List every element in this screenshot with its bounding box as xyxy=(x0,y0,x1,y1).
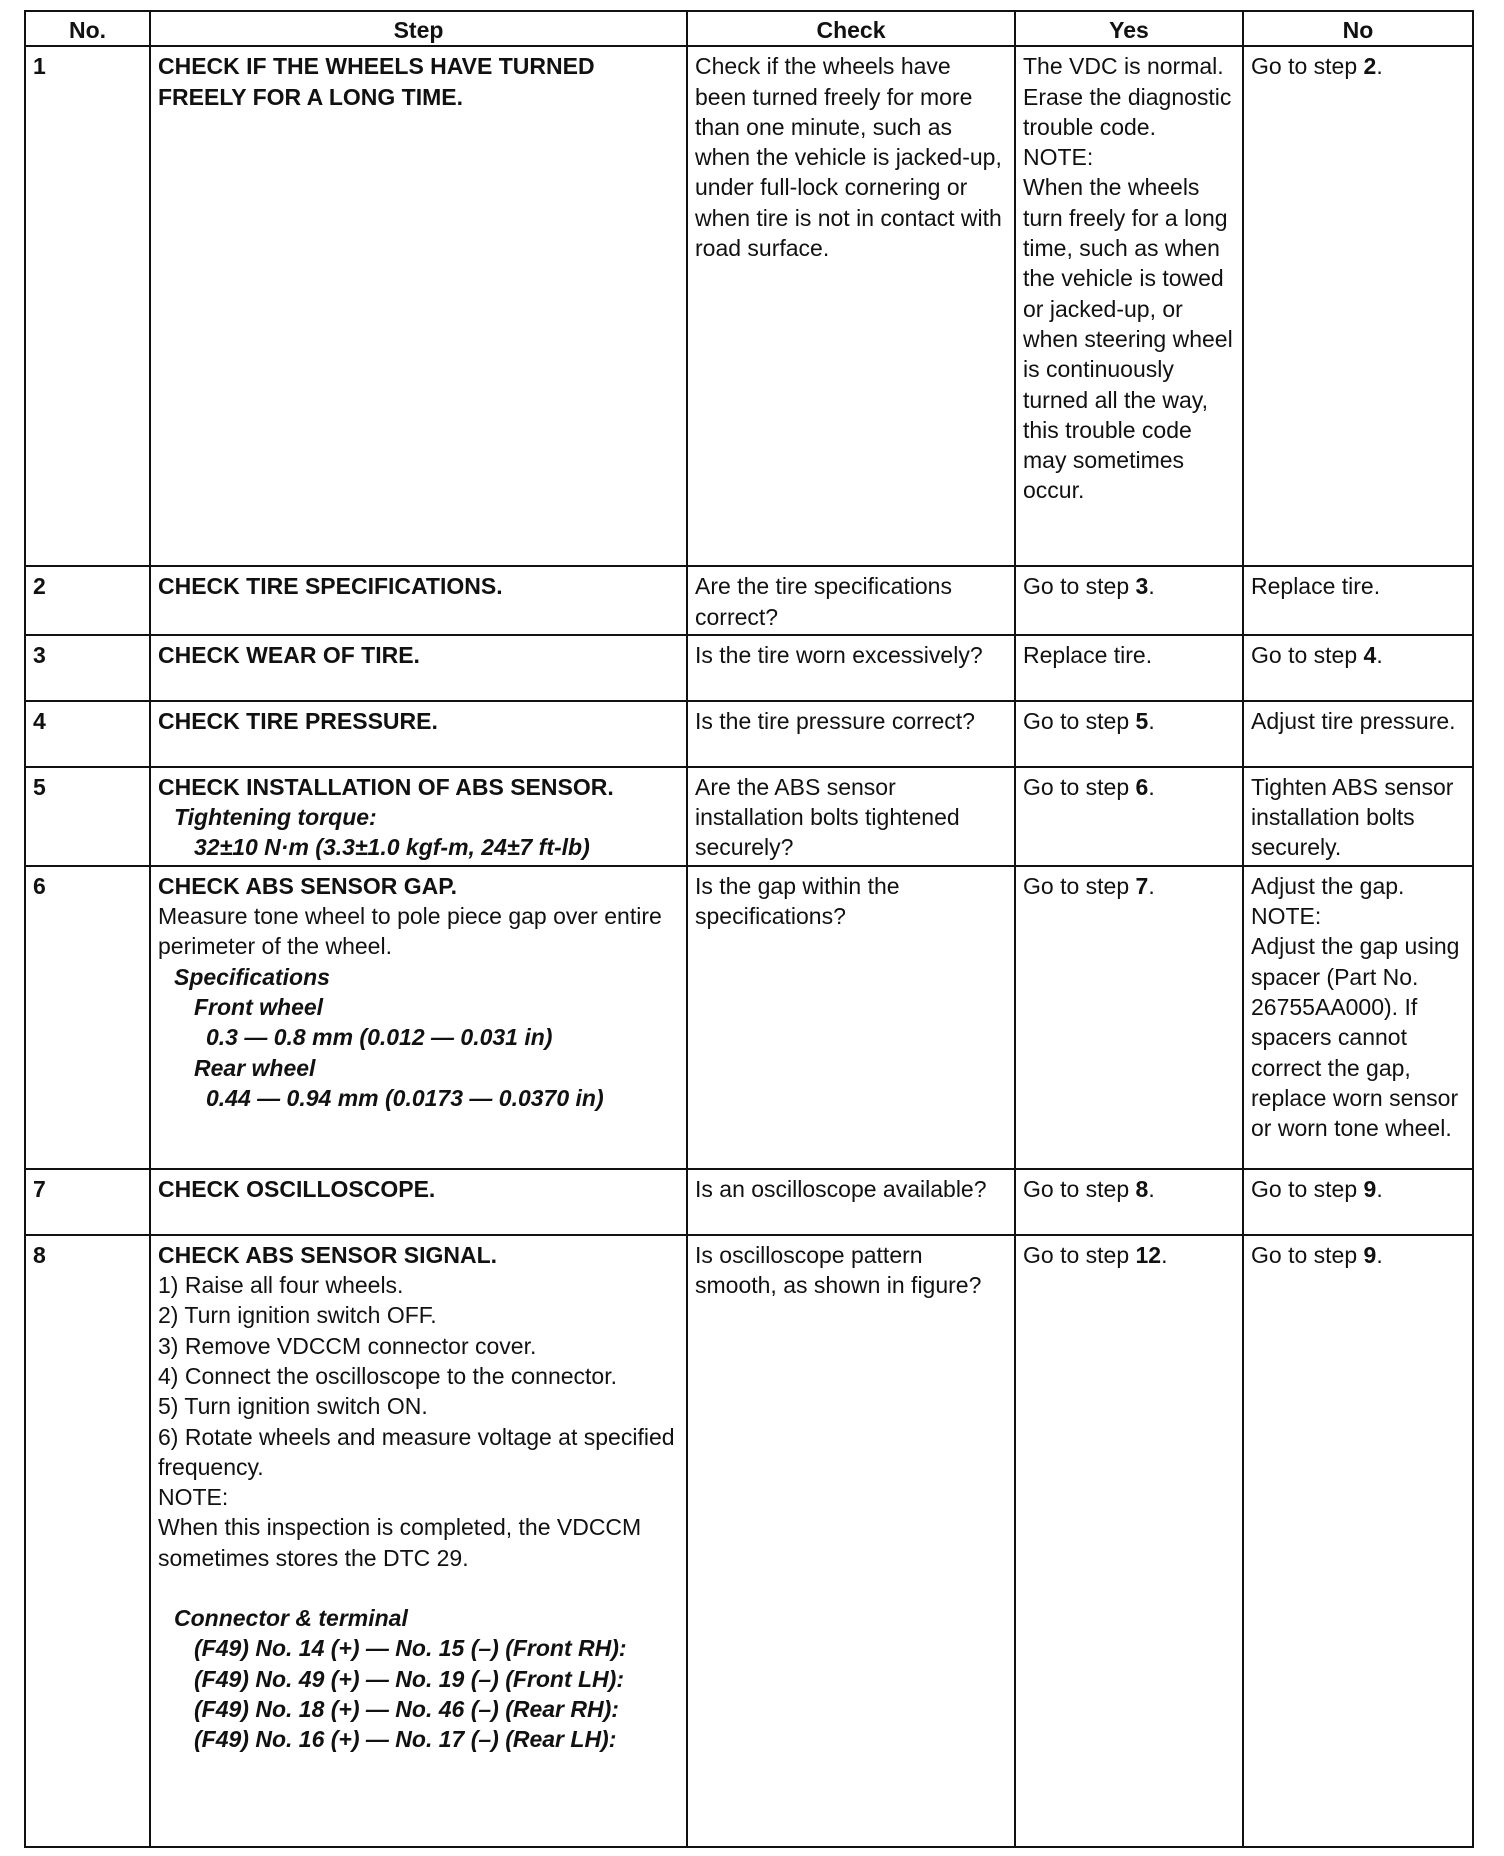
step-title: CHECK WEAR OF TIRE. xyxy=(158,641,420,668)
front-wheel-label: Front wheel xyxy=(194,993,324,1020)
table-row xyxy=(25,635,1473,701)
connector-terminal: (F49) No. 14 (+) — No. 15 (–) (Front RH): xyxy=(194,1635,627,1662)
row-number: 5 xyxy=(25,767,150,866)
no-step-ref: 9 xyxy=(1363,1175,1377,1202)
step-title: CHECK OSCILLOSCOPE. xyxy=(158,1175,436,1202)
yes-suffix: . xyxy=(1148,1175,1155,1202)
step-title: CHECK ABS SENSOR SIGNAL. xyxy=(158,1241,498,1268)
yes-text: Go to step xyxy=(1023,773,1136,800)
check-cell: Is oscilloscope pattern smooth, as shown in figure? xyxy=(687,1235,1015,1847)
yes-cell xyxy=(1015,46,1243,566)
row-number: 3 xyxy=(25,635,150,701)
row-number: 4 xyxy=(25,701,150,767)
no-text: Go to step xyxy=(1251,1175,1364,1202)
yes-line: The VDC is normal. Erase the diagnostic trouble code. xyxy=(1023,53,1232,140)
yes-text: Go to step xyxy=(1023,872,1136,899)
connector-label: Connector & terminal xyxy=(174,1605,408,1632)
step-cell xyxy=(150,866,687,1169)
no-suffix: . xyxy=(1376,641,1383,668)
no-suffix: . xyxy=(1376,1241,1383,1268)
procedure-step: 5) Turn ignition switch ON. xyxy=(158,1393,428,1420)
no-suffix: . xyxy=(1376,53,1383,80)
yes-text: Go to step xyxy=(1023,573,1136,600)
yes-suffix: . xyxy=(1161,1241,1168,1268)
yes-cell xyxy=(1015,701,1243,767)
yes-cell xyxy=(1015,767,1243,866)
spacer xyxy=(158,1573,679,1603)
step-cell xyxy=(150,701,687,767)
note-label: NOTE: xyxy=(158,1484,229,1511)
procedure-step: 2) Turn ignition switch OFF. xyxy=(158,1302,437,1329)
yes-text: Go to step xyxy=(1023,1175,1136,1202)
step-cell xyxy=(150,767,687,866)
no-line: Adjust the gap. xyxy=(1251,872,1405,899)
step-cell xyxy=(150,1235,687,1847)
step-cell xyxy=(150,46,687,566)
step-title: CHECK IF THE WHEELS HAVE TURNED FREELY FOR A LONG TIME. xyxy=(158,53,595,110)
no-step-ref: 2 xyxy=(1363,53,1377,80)
torque-label: Tightening torque: xyxy=(174,804,377,831)
check-cell: Is an oscilloscope available? xyxy=(687,1169,1015,1235)
step-title: CHECK TIRE SPECIFICATIONS. xyxy=(158,573,503,600)
row-number: 2 xyxy=(25,566,150,635)
yes-suffix: . xyxy=(1148,707,1155,734)
note-text: When this inspection is completed, the VDCCM sometimes stores the DTC 29. xyxy=(158,1514,642,1571)
step-description: Measure tone wheel to pole piece gap over entire perimeter of the wheel. xyxy=(158,903,662,960)
header-check: Check xyxy=(687,11,1015,46)
yes-text: Go to step xyxy=(1023,1241,1136,1268)
no-cell: Tighten ABS sensor installation bolts securely. xyxy=(1243,767,1473,866)
check-cell: Are the tire specifications correct? xyxy=(687,566,1015,635)
no-cell: Adjust tire pressure. xyxy=(1243,701,1473,767)
no-cell: Replace tire. xyxy=(1243,566,1473,635)
check-cell: Check if the wheels have been turned freely for more than one minute, such as when the vehicle is jacked-up, under full-lock cornering or when tire is not in contact with road surface. xyxy=(687,46,1015,566)
check-cell: Is the tire worn excessively? xyxy=(687,635,1015,701)
yes-step-ref: 5 xyxy=(1135,707,1149,734)
table-row xyxy=(25,1235,1473,1847)
table-row xyxy=(25,566,1473,635)
procedure-step: 3) Remove VDCCM connector cover. xyxy=(158,1332,537,1359)
yes-suffix: . xyxy=(1148,573,1155,600)
yes-step-ref: 8 xyxy=(1135,1175,1149,1202)
connector-terminal: (F49) No. 49 (+) — No. 19 (–) (Front LH): xyxy=(194,1665,624,1692)
no-suffix: . xyxy=(1376,1175,1383,1202)
header-step: Step xyxy=(150,11,687,46)
table-row xyxy=(25,767,1473,866)
no-cell xyxy=(1243,1169,1473,1235)
no-text: Go to step xyxy=(1251,53,1364,80)
yes-cell xyxy=(1015,1235,1243,1847)
front-wheel-value: 0.3 — 0.8 mm (0.012 — 0.031 in) xyxy=(206,1024,553,1051)
procedure-step: 1) Raise all four wheels. xyxy=(158,1272,404,1299)
connector-terminal: (F49) No. 16 (+) — No. 17 (–) (Rear LH): xyxy=(194,1726,617,1753)
yes-text: Go to step xyxy=(1023,707,1136,734)
yes-note-text: When the wheels turn freely for a long time, such as when the vehicle is towed or jacked-up, or when steering wheel is continuously turned all the way, this trouble code may sometimes occur. xyxy=(1023,174,1233,504)
step-title: CHECK INSTALLATION OF ABS SENSOR. xyxy=(158,773,614,800)
torque-value: 32±10 N·m (3.3±1.0 kgf-m, 24±7 ft-lb) xyxy=(194,834,590,861)
yes-note-label: NOTE: xyxy=(1023,144,1094,171)
table-row xyxy=(25,1169,1473,1235)
diagnosis-table xyxy=(24,10,1474,1848)
table-row xyxy=(25,46,1473,566)
step-title: CHECK ABS SENSOR GAP. xyxy=(158,872,458,899)
rear-wheel-label: Rear wheel xyxy=(194,1054,316,1081)
row-number: 1 xyxy=(25,46,150,566)
table-row xyxy=(25,866,1473,1169)
yes-cell: Replace tire. xyxy=(1015,635,1243,701)
yes-cell xyxy=(1015,1169,1243,1235)
yes-cell xyxy=(1015,566,1243,635)
yes-step-ref: 3 xyxy=(1135,573,1149,600)
no-cell xyxy=(1243,866,1473,1169)
no-text: Go to step xyxy=(1251,641,1364,668)
no-step-ref: 9 xyxy=(1363,1241,1377,1268)
row-number: 7 xyxy=(25,1169,150,1235)
no-step-ref: 4 xyxy=(1363,641,1377,668)
yes-step-ref: 7 xyxy=(1135,872,1149,899)
no-cell xyxy=(1243,46,1473,566)
yes-step-ref: 6 xyxy=(1135,773,1149,800)
yes-suffix: . xyxy=(1148,773,1155,800)
rear-wheel-value: 0.44 — 0.94 mm (0.0173 — 0.0370 in) xyxy=(206,1084,604,1111)
header-row xyxy=(25,11,1473,46)
check-cell: Is the gap within the specifications? xyxy=(687,866,1015,1169)
yes-cell xyxy=(1015,866,1243,1169)
yes-suffix: . xyxy=(1148,872,1155,899)
header-no: No. xyxy=(25,11,150,46)
row-number: 8 xyxy=(25,1235,150,1847)
procedure-step: 4) Connect the oscilloscope to the connector. xyxy=(158,1362,618,1389)
no-note-text: Adjust the gap using spacer (Part No. 26755AA000). If spacers cannot correct the gap, replace worn sensor or worn tone wheel. xyxy=(1251,933,1460,1142)
table-row xyxy=(25,701,1473,767)
yes-step-ref: 12 xyxy=(1135,1241,1162,1268)
step-title: CHECK TIRE PRESSURE. xyxy=(158,707,438,734)
header-yes: Yes xyxy=(1015,11,1243,46)
header-no-result: No xyxy=(1243,11,1473,46)
procedure-step: 6) Rotate wheels and measure voltage at specified frequency. xyxy=(158,1423,675,1480)
check-cell: Is the tire pressure correct? xyxy=(687,701,1015,767)
step-cell xyxy=(150,566,687,635)
step-cell xyxy=(150,635,687,701)
no-cell xyxy=(1243,1235,1473,1847)
no-note-label: NOTE: xyxy=(1251,903,1322,930)
connector-terminal: (F49) No. 18 (+) — No. 46 (–) (Rear RH): xyxy=(194,1695,619,1722)
no-cell xyxy=(1243,635,1473,701)
no-text: Go to step xyxy=(1251,1241,1364,1268)
check-cell: Are the ABS sensor installation bolts tightened securely? xyxy=(687,767,1015,866)
row-number: 6 xyxy=(25,866,150,1169)
step-cell xyxy=(150,1169,687,1235)
spec-label: Specifications xyxy=(174,963,330,990)
